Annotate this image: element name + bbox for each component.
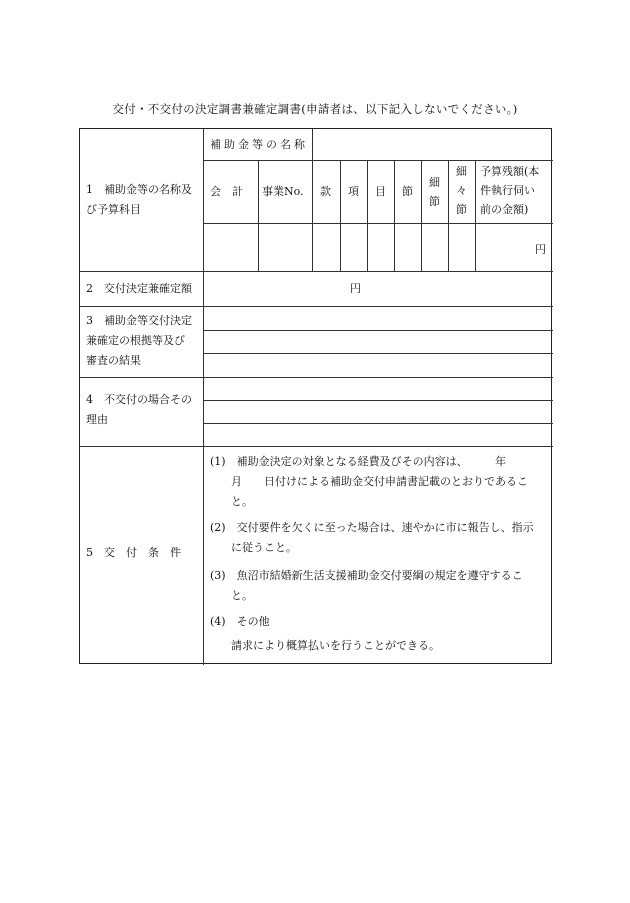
col-ko: 項 (348, 185, 359, 198)
divider (203, 423, 553, 424)
budget-unit: 円 (535, 243, 546, 256)
condition-2: (2) 交付要件を欠くに至った場合は、速やかに市に報告し、指示 (210, 521, 534, 534)
divider (80, 446, 553, 447)
col-saisetsu-2: 節 (429, 195, 440, 208)
divider (203, 330, 553, 331)
col-budget-remaining: 予算残額(本 (480, 165, 540, 178)
col-saisetsu: 細 (429, 176, 440, 189)
divider (203, 129, 204, 665)
decision-amount-unit: 円 (350, 282, 361, 295)
col-budget-remaining-3: 前の金額) (480, 203, 529, 216)
divider (203, 160, 553, 161)
divider (203, 353, 553, 354)
condition-1-cont: 月 日付けによる補助金交付申請書記載のとおりであるこ (231, 475, 528, 488)
condition-3-cont: と。 (231, 589, 253, 602)
condition-1: (1) 補助金決定の対象となる経費及びその内容は、 年 (210, 455, 507, 468)
divider (367, 160, 368, 271)
section-5-label: 5 交 付 条 件 (86, 546, 181, 559)
section-1-label: 1 補助金等の名称及 (86, 183, 192, 196)
divider (203, 400, 553, 401)
col-kaikei: 会 計 (210, 185, 243, 198)
divider (340, 160, 341, 271)
divider (80, 377, 553, 378)
col-moku: 目 (375, 185, 386, 198)
col-setsu: 節 (402, 185, 413, 198)
col-saisaisetsu-2: 々 (456, 184, 467, 197)
form-title: 交付・不交付の決定調書兼確定調書(申請者は、以下記入しないでください。) (112, 102, 518, 116)
section-3-label-cont: 兼確定の根拠等及び (86, 334, 185, 347)
condition-4: (4) その他 (210, 615, 270, 628)
divider (258, 160, 259, 271)
divider (394, 160, 395, 271)
col-saisaisetsu: 細 (456, 165, 467, 178)
divider (203, 223, 553, 224)
divider (448, 160, 449, 271)
condition-3: (3) 魚沼市結婚新生活支援補助金交付要綱の規定を遵守するこ (210, 569, 523, 582)
section-1-label-cont: び予算科目 (86, 203, 141, 216)
condition-4-cont: 請求により概算払いを行うことができる。 (231, 639, 440, 652)
divider (312, 129, 313, 271)
condition-1-cont: と。 (231, 495, 253, 508)
decision-form-table (79, 128, 552, 664)
section-4-label-cont: 理由 (86, 413, 108, 426)
col-budget-remaining-2: 件執行伺い (480, 184, 535, 197)
section-3-label: 3 補助金等交付決定 (86, 314, 192, 327)
col-jigyo-no: 事業No. (262, 185, 304, 198)
section-2-label: 2 交付決定兼確定額 (86, 282, 192, 295)
condition-2-cont: に従うこと。 (231, 541, 297, 554)
divider (80, 271, 553, 272)
subsidy-name-header: 補助金等の名称 (210, 138, 308, 151)
divider (475, 160, 476, 271)
divider (421, 160, 422, 271)
col-kan: 款 (320, 185, 331, 198)
divider (80, 306, 553, 307)
section-3-label-cont: 審査の結果 (86, 354, 141, 367)
col-saisaisetsu-3: 節 (456, 203, 467, 216)
section-4-label: 4 不交付の場合その (86, 393, 192, 406)
